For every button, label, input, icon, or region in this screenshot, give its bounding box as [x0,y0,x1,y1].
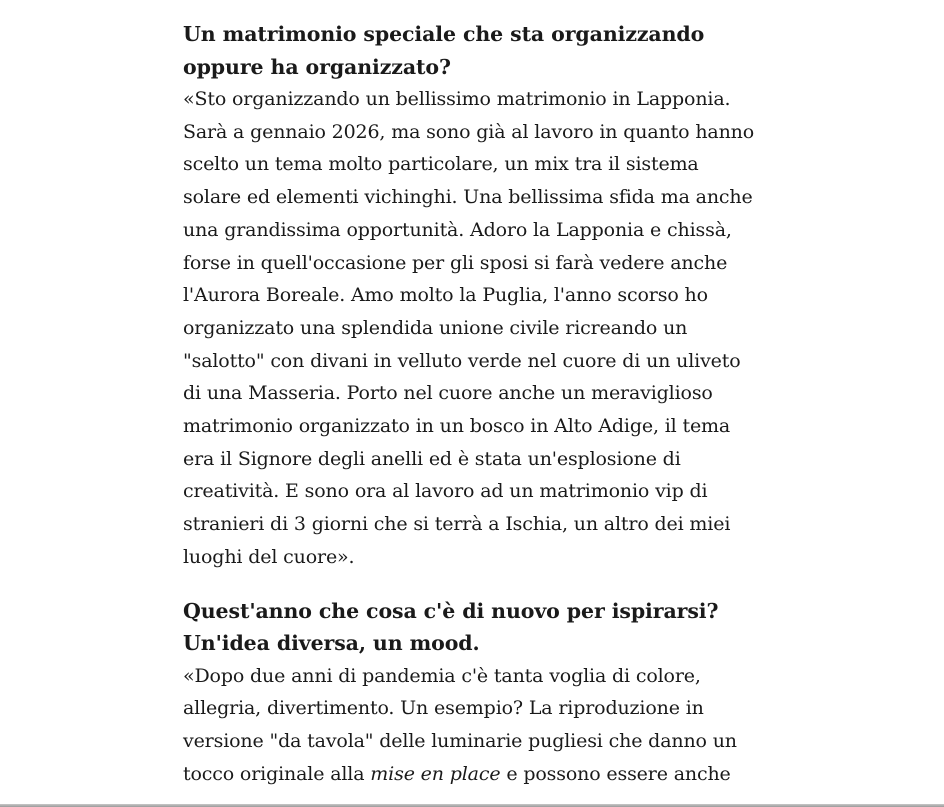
answer-line: di una Masseria. Porto nel cuore anche un meraviglioso [183,382,713,405]
answer-line: forse in quell'occasione per gli sposi si farà vedere anche [183,251,728,274]
answer-line: allegria, divertimento. Un esempio? La riproduzione in [183,697,704,720]
article-body [183,18,755,790]
emphasis-text: mise en place [370,762,501,785]
answer-line: l'Aurora Boreale. Amo molto la Puglia, l'anno scorso ho [183,284,708,307]
answer-line: era il Signore degli anelli ed è stata un'esplosione di [183,447,681,470]
answer-line: versione "da tavola" delle luminarie pugliesi che danno un [183,729,737,752]
answer-line: matrimonio organizzato in un bosco in Alto Adige, il tema [183,415,731,438]
answer-line: solare ed elementi vichinghi. Una bellissima sfida ma anche [183,186,753,209]
interview-question [183,18,743,83]
answer-line: «Dopo due anni di pandemia c'è tanta voglia di colore, [183,664,701,687]
answer-line: stranieri di 3 giorni che si terrà a Ischia, un altro dei miei [183,513,731,536]
answer-text: tocco originale alla [183,762,371,785]
question-line: Un'idea diversa, un mood. [183,631,480,656]
question-line: Quest'anno che cosa c'è di nuovo per ispirarsi? [183,598,719,623]
answer-line: scelto un tema molto particolare, un mix tra il sistema [183,153,699,176]
question-line: Un matrimonio speciale che sta organizzando [183,22,705,46]
question-line: oppure ha organizzato? [183,54,451,79]
answer-line: organizzato una splendida unione civile ricreando un [183,316,688,339]
answer-line: una grandissima opportunità. Adoro la Lapponia e chissà, [183,218,732,241]
answer-line: creatività. E sono ora al lavoro ad un matrimonio vip di [183,480,708,503]
answer-line: Sarà a gennaio 2026, ma sono già al lavoro in quanto hanno [183,120,755,143]
answer-text: e possono essere anche [500,762,731,785]
answer-line: luoghi del cuore». [183,545,355,568]
interview-answer [183,83,755,574]
interview-question [183,595,743,660]
answer-line: "salotto" con divani in velluto verde nel cuore di un uliveto [183,349,741,372]
interview-answer [183,660,743,791]
answer-line [183,758,743,791]
answer-line: «Sto organizzando un bellissimo matrimonio in Lapponia. [183,88,731,110]
